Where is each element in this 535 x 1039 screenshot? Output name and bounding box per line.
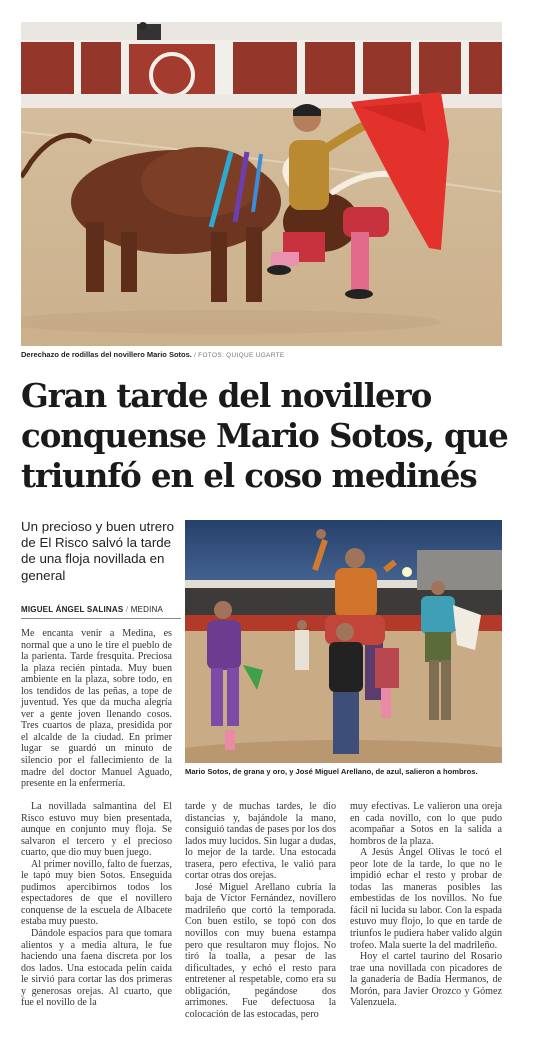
deck-subtitle: Un precioso y buen utrero de El Risco salvó la tarde de una floja novillada en general [21, 519, 174, 583]
body-column-3 [350, 801, 502, 1009]
byline-author: MIGUEL ÁNGEL SALINAS [21, 605, 124, 614]
byline-rule [21, 618, 181, 619]
headline [21, 376, 516, 496]
bullfight-illustration [21, 22, 502, 346]
bullfight-photo [21, 22, 502, 346]
byline [21, 605, 181, 614]
body-column-1 [21, 801, 172, 1009]
body-paragraph: Me encanta venir a Medina, es normal que a uno le tire el pueblo de la parienta. Tarde fresquita. Preciosa la plaza recién pintada. Muy buen ambiente en la plaza, sobre todo, en los tendidos de las peñas, a tope de juventud. Yes que da mucha alegría ver a gente joven llenando cosos. Tres cuartos de plaza, presidida por el alcalde de la ciudad. En primer lugar se guardó un minuto de silencio por el fallecimiento de la madre del doctor Manuel Aguado, presente en la enfermería. [21, 628, 172, 790]
headline-line-1: Gran tarde del novillero [21, 376, 432, 415]
body-paragraph: tarde y de muchas tardes, le dio distancias y, bajándole la mano, consiguió tandas de pases por los dos lados muy lucidos. Sin lugar a dudas, lo mejor de la tarde. Una estocada trasera, pero efectiva, le valió para cortar otras dos orejas. [185, 801, 336, 882]
headline-line-3: triunfó en el coso medinés [21, 456, 477, 495]
body-paragraph: muy efectivas. Le valieron una oreja en cada novillo, con lo que pudo acompañar a Sotos en la salida a hombros de la plaza. [350, 801, 502, 847]
body-paragraph: La novillada salmantina del El Risco estuvo muy bien presentada, aunque en conjunto muy floja. Se salvaron el tercero y el precioso cuarto, que dio muy buen juego. [21, 801, 172, 859]
byline-separator: / [125, 605, 129, 614]
body-paragraph: Dándole espacios para que tomara alientos y a media altura, le fue haciendo una faena discreta por los dos lados. Una estocada pelín caída le sirvió para cortar las dos primeras y generosas orejas. Al cuarto, que fue el novillo de la [21, 928, 172, 1009]
photo-caption-2: Mario Sotos, de grana y oro, y José Miguel Arellano, de azul, salieron a hombros. [185, 767, 478, 776]
toreros-photo [185, 520, 502, 763]
body-column-1-top [21, 628, 172, 790]
body-paragraph: Hoy el cartel taurino del Rosario trae una novillada con picadores de la ganadería de Badía Hermanos, de Morón, para Javier Orozco y Gómez Valenzuela. [350, 951, 502, 1009]
photo-caption-1 [21, 350, 502, 359]
caption-1-text: Derechazo de rodillas del novillero Mario Sotos. [21, 350, 192, 359]
body-column-2 [185, 801, 336, 1020]
body-paragraph: A Jesús Ángel Olivas le tocó el peor lote de la tarde, lo que no le impidió echar el resto y probar de todas las maneras posibles las embestidas de los novillos. No fue fácil ni lucida su labor. Con la espada estuvo muy flojo, lo que en tarde de triunfos le pudiera haber valido algún trofeo. Mala suerte la del madrileño. [350, 847, 502, 951]
body-paragraph: José Miguel Arellano cubría la baja de Víctor Fernández, novillero madrileño que cortó la temporada. Con buen estilo, se topó con dos novillos con muy buena estampa pero que resultaron muy flojos. No tiró la toalla, a pesar de las dificultades, y echó el resto para entretener al respetable, como era su obligación, pegándose dos arrimones. Fue defectuosa la colocación de las estocadas, pero [185, 881, 336, 1020]
headline-line-2: conquense Mario Sotos, que [21, 416, 508, 455]
body-paragraph: Al primer novillo, falto de fuerzas, le tapó muy bien Sotos. Enseguida pudimos apercibirnos todos los espectadores de que el novillero conquense de la escuela de Albacete estaba muy puesto. [21, 858, 172, 928]
toreros-illustration [185, 520, 502, 763]
byline-place: MEDINA [130, 605, 164, 614]
photo-credit: / FOTOS: QUIQUE UGARTE [193, 352, 285, 359]
